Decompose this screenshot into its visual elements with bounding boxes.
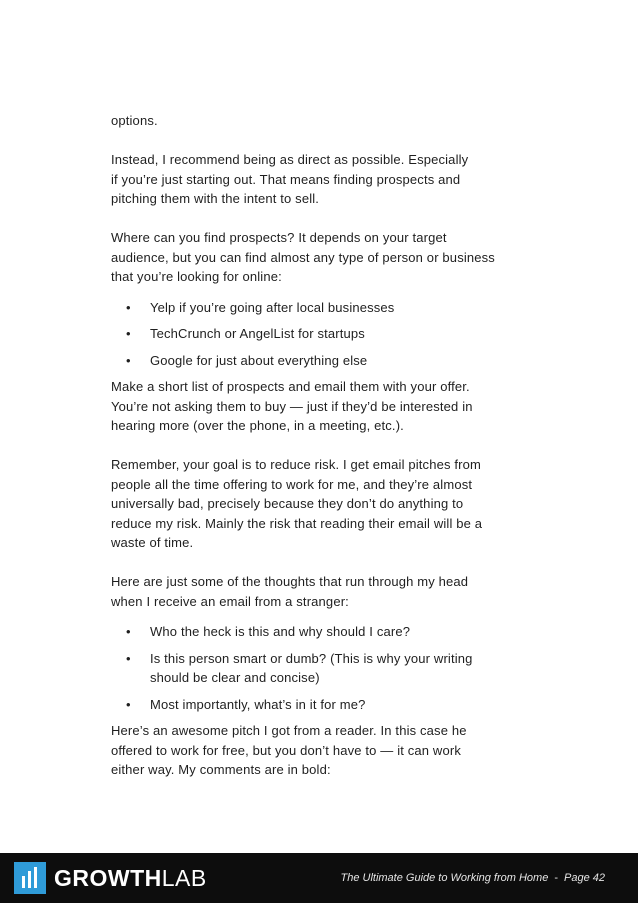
footer-caption xyxy=(340,870,605,886)
footer-separator: - xyxy=(554,872,559,884)
stranger-thoughts-list xyxy=(111,622,551,714)
paragraph-reduce-risk: Remember, your goal is to reduce risk. I get email pitches from people all the time offering to work for me, and they’re almost universally bad, precisely because they don’t do anything to reduce my risk. Mainly the risk that reading their email will be a waste of time. xyxy=(111,457,483,550)
guide-title: The Ultimate Guide to Working from Home xyxy=(340,872,549,884)
page-footer xyxy=(0,853,638,903)
list-item: • Yelp if you’re going after local businesses xyxy=(126,299,395,315)
list-item: • TechCrunch or AngelList for startups xyxy=(126,326,365,341)
paragraph-where-prospects: Where can you find prospects? It depends on your target audience, but you can find almost any type of person or business that you’re looking for online: xyxy=(111,230,495,284)
prospect-sources-list xyxy=(111,298,551,371)
list-item: • Google for just about everything else xyxy=(126,352,368,368)
bar-chart-logo-icon xyxy=(14,862,46,894)
paragraph-short-list: Make a short list of prospects and email them with your offer. You’re not asking them to buy — just if they’d be interested in hearing more (over the phone, in a meeting, etc.). xyxy=(111,379,473,433)
list-item: • Who the heck is this and why should I care? xyxy=(126,624,411,639)
paragraph-thoughts: Here are just some of the thoughts that run through my head when I receive an email from a stranger: xyxy=(111,574,469,609)
paragraph-awesome-pitch: Here’s an awesome pitch I got from a reader. In this case he offered to work for free, but you don’t have to — it can work either way. My comments are in bold: xyxy=(111,723,467,777)
list-item: • Most importantly, what’s in it for me? xyxy=(126,696,366,712)
paragraph-options: options. xyxy=(111,113,158,128)
page-number: Page 42 xyxy=(564,872,605,884)
growthlab-logo: GROWTHLAB xyxy=(54,865,207,891)
list-item: • Is this person smart or dumb? (This is why your writing should be clear and concise) xyxy=(126,650,473,685)
page-body xyxy=(111,111,551,780)
paragraph-instead: Instead, I recommend being as direct as possible. Especially if you’re just starting out. That means finding prospects and pitching them with the intent to sell. xyxy=(111,152,469,206)
